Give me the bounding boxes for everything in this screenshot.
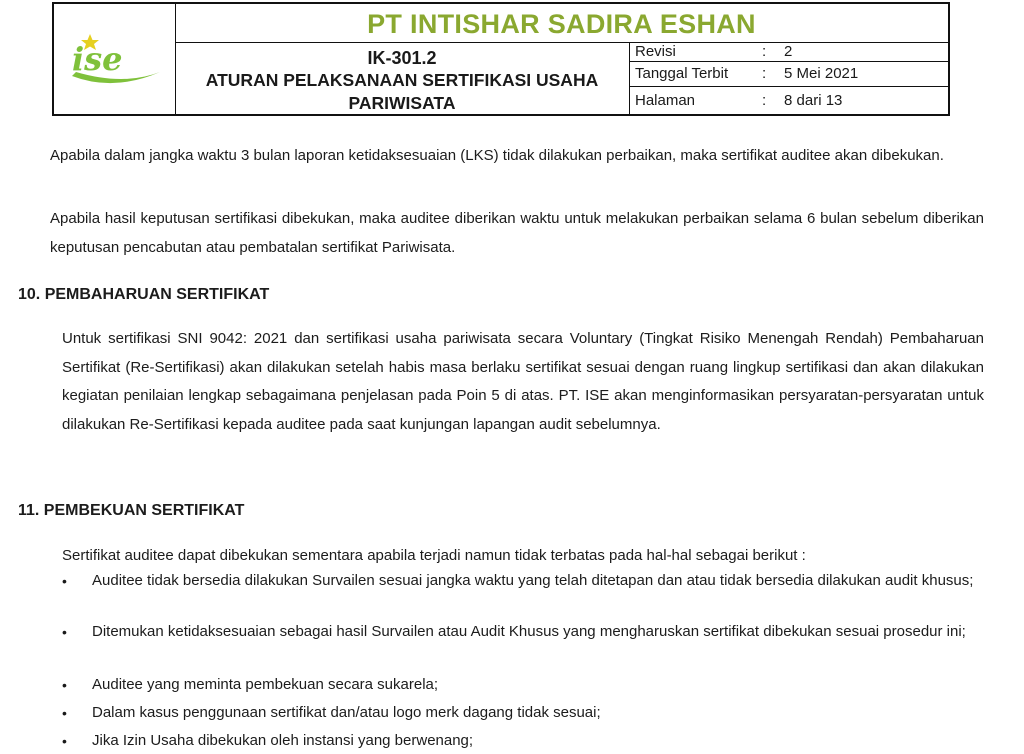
section-11-intro: Sertifikat auditee dapat dibekukan sementara apabila terjadi namun tidak terbatas pada hal-hal sebagai berikut : (62, 547, 806, 564)
doc-code: IK-301.2 (367, 48, 437, 68)
bullet-icon: • (62, 624, 67, 640)
list-item: Dalam kasus penggunaan sertifikat dan/atau logo merk dagang tidak sesuai; (92, 704, 601, 721)
list-item: Auditee yang meminta pembekuan secara sukarela; (92, 676, 439, 693)
list-item: Auditee tidak bersedia dilakukan Survailen sesuai jangka waktu yang telah ditetapan dan atau tidak bersedia dilakukan audit khusus; (92, 572, 974, 589)
meta-colon: : (762, 65, 767, 82)
doc-title: ATURAN PELAKSANAAN SERTIFIKASI USAHA PARIWISATA (205, 70, 599, 113)
intro-paragraph-2: Apabila hasil keputusan sertifikasi dibekukan, maka auditee diberikan waktu untuk melakukan perbaikan selama 6 bulan sebelum diberikan keputusan pencabutan atau pembatalan sertifikat Pariwisata. (50, 210, 984, 256)
logo-wordmark: ise (72, 40, 123, 78)
meta-value: 8 dari 13 (784, 92, 843, 109)
section-11-heading: 11. PEMBEKUAN SERTIFIKAT (18, 502, 245, 519)
doc-title-cell (175, 42, 630, 114)
bullet-icon: • (62, 733, 67, 749)
ise-logo (64, 32, 164, 92)
list-item: Jika Izin Usaha dibekukan oleh instansi yang berwenang; (92, 732, 474, 749)
bullet-icon: • (62, 677, 67, 693)
meta-colon: : (762, 43, 767, 60)
document-header (52, 2, 950, 116)
company-name: PT INTISHAR SADIRA ESHAN (175, 4, 948, 43)
list-item: Ditemukan ketidaksesuaian sebagai hasil Survailen atau Audit Khusus yang mengharuskan sertifikat dibekukan sesuai prosedur ini; (92, 623, 966, 640)
meta-colon: : (762, 92, 767, 109)
bullet-icon: • (62, 573, 67, 589)
bullet-icon: • (62, 705, 67, 721)
meta-label: Revisi (635, 43, 676, 60)
meta-value: 2 (784, 43, 793, 60)
section-10-heading: 10. PEMBAHARUAN SERTIFIKAT (18, 286, 270, 303)
meta-label: Tanggal Terbit (635, 65, 729, 82)
meta-revisi (629, 42, 948, 62)
logo-cell (54, 4, 176, 114)
section-10-body: Untuk sertifikasi SNI 9042: 2021 dan sertifikasi usaha pariwisata secara Voluntary (Tingkat Risiko Menengah Rendah) Pembaharuan Sertifikat (Re-Sertifikasi) akan dilakukan setelah habis masa berlaku sertifikat sesuai dengan ruang lingkup sertifikasi dan akan dilakukan kegiatan penilaian lengkap sebagaimana penjelasan pada Poin 5 di atas. PT. ISE akan menginformasikan persyaratan-persyaratan untuk dilakukan Re-Sertifikasi kepada auditee pada saat kunjungan lapangan audit sebelumnya. (62, 330, 984, 433)
meta-label: Halaman (635, 92, 696, 109)
meta-value: 5 Mei 2021 (784, 65, 859, 82)
meta-halaman (629, 87, 948, 114)
doc-meta (629, 42, 948, 114)
intro-paragraph-1: Apabila dalam jangka waktu 3 bulan laporan ketidaksesuaian (LKS) tidak dilakukan perbaikan, maka sertifikat auditee akan dibekukan. (50, 147, 944, 164)
meta-tanggal (629, 62, 948, 87)
